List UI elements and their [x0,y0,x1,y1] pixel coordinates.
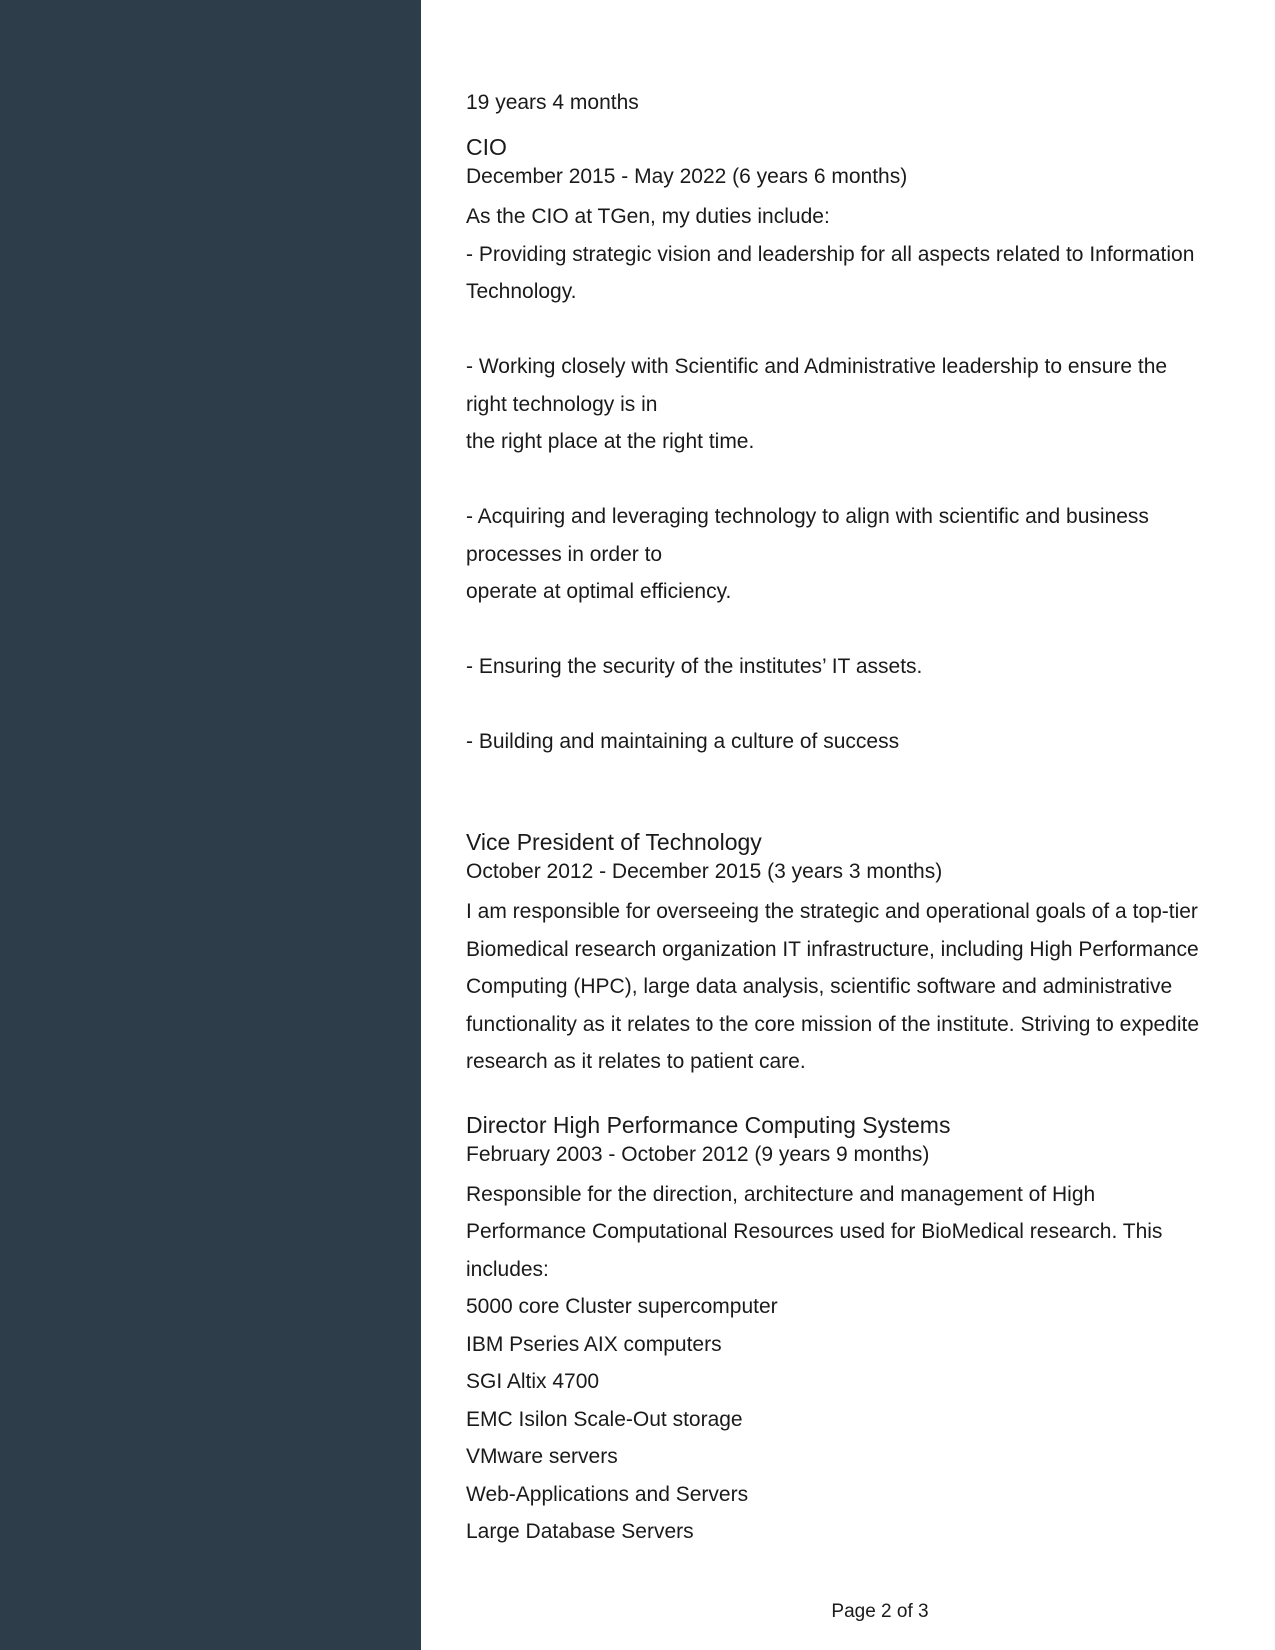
role-entry [466,1110,1246,1551]
company-tenure: 19 years 4 months [466,91,639,114]
role-description [466,198,1246,798]
description-line: VMware servers [466,1445,618,1468]
description-line: As the CIO at TGen, my duties include: [466,205,830,228]
description-line: Web-Applications and Servers [466,1482,749,1506]
role-dates: February 2003 - October 2012 (9 years 9 months) [466,1142,930,1166]
description-line: the right place at the right time. [466,430,755,453]
role-title: CIO [466,134,507,160]
description-line: I am responsible for overseeing the strategic and operational goals of a top-tier [466,900,1198,923]
description-line: Responsible for the direction, architecture and management of High [466,1182,1096,1206]
role-title: Vice President of Technology [466,829,762,855]
description-line: right technology is in [466,392,658,416]
description-line: Large Database Servers [466,1520,694,1543]
description-line [466,461,1246,499]
role-title: Director High Performance Computing Systems [466,1111,951,1138]
description-line: functionality as it relates to the core mission of the institute. Striving to expedite [466,1012,1200,1036]
role-description [466,1176,1246,1551]
description-line: includes: [466,1257,549,1281]
sidebar-panel [0,0,421,1650]
role-entry [466,827,1246,1081]
description-line: EMC Isilon Scale-Out storage [466,1407,743,1431]
role-dates: December 2015 - May 2022 (6 years 6 months) [466,165,908,188]
description-line: Computing (HPC), large data analysis, scientific software and administrative [466,975,1173,998]
description-line: Biomedical research organization IT infrastructure, including High Performance [466,937,1199,961]
description-line [466,761,1246,799]
description-line [466,611,1246,649]
description-line: processes in order to [466,542,663,566]
description-line: operate at optimal efficiency. [466,580,732,603]
description-line: - Building and maintaining a culture of success [466,730,900,753]
description-line [466,686,1246,724]
description-line: research as it relates to patient care. [466,1050,806,1073]
page-number: Page 2 of 3 [831,1601,929,1622]
role-entry [466,132,1246,798]
role-dates: October 2012 - December 2015 (3 years 3 months) [466,860,943,883]
description-line: - Providing strategic vision and leadership for all aspects related to Information [466,242,1195,266]
role-description [466,893,1246,1081]
description-line: SGI Altix 4700 [466,1370,600,1393]
description-line [466,311,1246,349]
experience-section [466,88,1246,1580]
description-line: - Acquiring and leveraging technology to align with scientific and business [466,505,1149,528]
description-line: Technology. [466,280,577,303]
description-line: 5000 core Cluster supercomputer [466,1295,778,1318]
description-line: Performance Computational Resources used for BioMedical research. This [466,1220,1163,1243]
description-line: IBM Pseries AIX computers [466,1332,722,1356]
description-line: - Working closely with Scientific and Administrative leadership to ensure the [466,355,1168,378]
description-line: - Ensuring the security of the institutes’ IT assets. [466,655,923,678]
